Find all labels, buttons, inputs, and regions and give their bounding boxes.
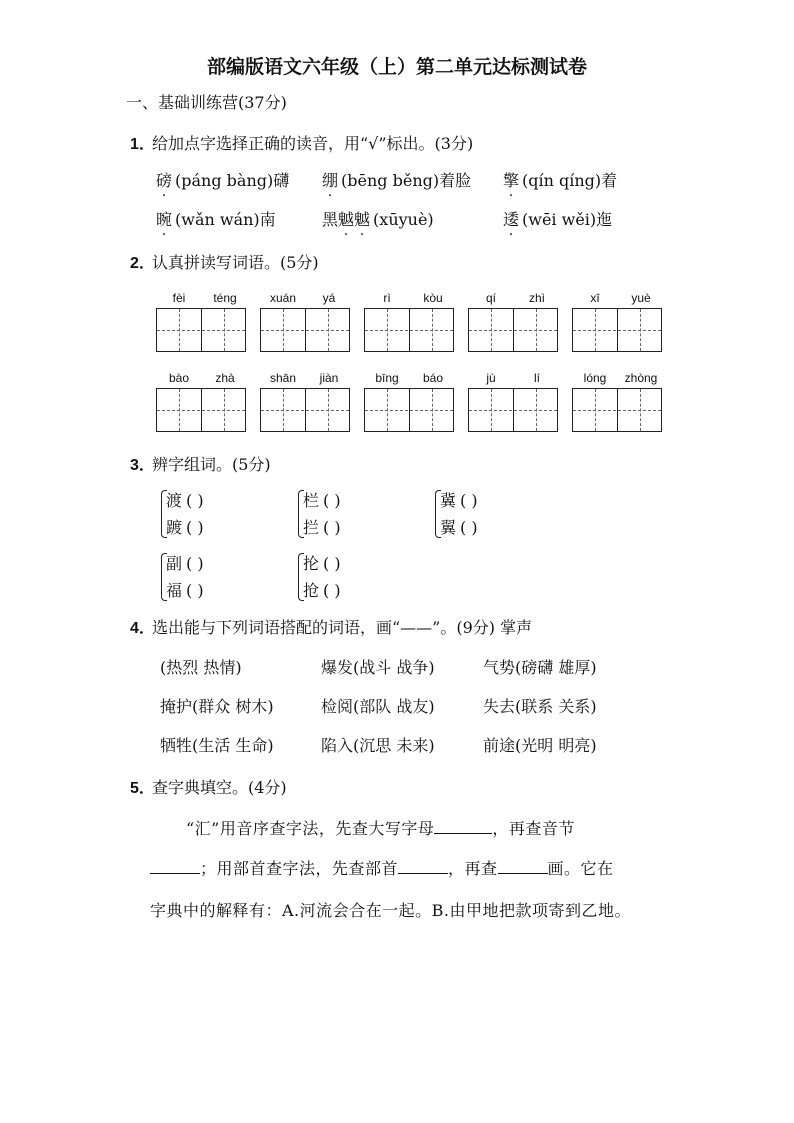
reading-item — [156, 168, 289, 191]
word-pair-row — [303, 515, 341, 538]
pronunciation-options[interactable]: (xūyuè) — [373, 210, 434, 229]
question-number: 3． — [130, 457, 155, 474]
grid-guide — [261, 410, 349, 411]
answer-blank[interactable] — [498, 859, 548, 874]
answer-paren[interactable]: ( ) — [460, 518, 478, 537]
pinyin-label: bīng — [375, 371, 399, 385]
q5-text: “汇”用音序查字法，先查大写字母 — [186, 819, 435, 838]
pronunciation-options[interactable]: (bēng běng) — [341, 171, 440, 190]
target-word — [503, 171, 519, 190]
target-character: 栏 — [303, 491, 320, 510]
character: 逶 — [503, 210, 520, 229]
word-suffix: 着脸 — [439, 171, 472, 190]
grid-guide — [573, 410, 661, 411]
word-pair-row — [303, 488, 341, 511]
writing-grid[interactable] — [468, 388, 558, 432]
question-text: 选出能与下列词语搭配的词语，画“——”。(9分) 掌声 — [152, 618, 533, 637]
section-heading: 一、基础训练营(37分) — [126, 93, 287, 112]
question-2 — [130, 250, 319, 273]
grid-guide — [573, 330, 661, 331]
question-text: 认真拼读写词语。(5分) — [152, 253, 319, 272]
pinyin-label: zhì — [528, 291, 545, 305]
pinyin-label: báo — [422, 371, 444, 385]
word-choice[interactable]: 检阅(部队 战友) — [321, 697, 435, 716]
character: 绷 — [322, 171, 339, 190]
reading-item — [322, 168, 471, 191]
question-number: 5． — [130, 780, 155, 797]
target-character: 抡 — [303, 554, 320, 573]
pronunciation-options[interactable]: (wēi wěi) — [522, 210, 597, 229]
question-number: 4． — [130, 620, 155, 637]
word-pair-row — [440, 515, 478, 538]
question-1 — [130, 131, 473, 154]
word-choice[interactable]: (热烈 热情) — [160, 658, 242, 677]
word-pair-row — [303, 578, 341, 601]
word-choice[interactable]: 掩护(群众 树木) — [160, 697, 274, 716]
answer-blank[interactable] — [434, 819, 492, 834]
answer-paren[interactable]: ( ) — [186, 518, 204, 537]
pinyin-label: lí — [534, 371, 540, 385]
pinyin-label: téng — [213, 291, 237, 305]
answer-paren[interactable]: ( ) — [186, 491, 204, 510]
writing-grid[interactable] — [364, 388, 454, 432]
pinyin-label: zhà — [215, 371, 235, 385]
pronunciation-options[interactable]: (wǎn wán) — [175, 210, 260, 229]
target-character: 副 — [166, 554, 183, 573]
pinyin-label: lóng — [583, 371, 607, 385]
answer-paren[interactable]: ( ) — [186, 581, 204, 600]
reading-item — [503, 207, 612, 230]
writing-grid[interactable] — [572, 388, 662, 432]
q5-text: ，再查音节 — [492, 819, 575, 838]
character: 黑 — [322, 210, 339, 229]
question-text: 查字典填空。(4分) — [152, 778, 287, 797]
target-character: 踱 — [166, 518, 183, 537]
word-pair-row — [166, 515, 204, 538]
reading-item — [322, 207, 434, 230]
character: 魆 — [354, 210, 371, 229]
question-4 — [130, 615, 532, 638]
target-word — [322, 171, 338, 190]
word-choice[interactable]: 陷入(沉思 未来) — [321, 736, 435, 755]
target-character: 拦 — [303, 518, 320, 537]
word-pair-row — [166, 551, 204, 574]
target-character: 福 — [166, 581, 183, 600]
character: 擎 — [503, 171, 520, 190]
answer-paren[interactable]: ( ) — [323, 491, 341, 510]
word-pair-row — [166, 488, 204, 511]
q5-line-3: 字典中的解释有：A.河流会合在一起。B.由甲地把款项寄到乙地。 — [150, 901, 631, 920]
pinyin-label: rì — [383, 291, 391, 305]
word-choice[interactable]: 失去(联系 关系) — [483, 697, 597, 716]
grid-guide — [157, 410, 245, 411]
writing-grid[interactable] — [364, 308, 454, 352]
target-character: 抢 — [303, 581, 320, 600]
answer-blank[interactable] — [150, 859, 200, 874]
question-5 — [130, 775, 287, 798]
target-word — [156, 210, 172, 229]
answer-paren[interactable]: ( ) — [186, 554, 204, 573]
pinyin-label: jù — [486, 371, 496, 385]
pronunciation-options[interactable]: (qín qíng) — [522, 171, 602, 190]
pinyin-label: shān — [269, 371, 297, 385]
grid-guide — [469, 330, 557, 331]
grid-guide — [157, 330, 245, 331]
q5-line-1 — [186, 816, 575, 839]
question-3 — [130, 452, 271, 475]
pinyin-label: fèi — [172, 291, 186, 305]
character: 魆 — [338, 210, 355, 229]
pronunciation-options[interactable]: (páng bàng) — [175, 171, 274, 190]
word-suffix: 南 — [259, 210, 276, 229]
grid-guide — [469, 410, 557, 411]
answer-blank[interactable] — [398, 859, 448, 874]
answer-paren[interactable]: ( ) — [323, 518, 341, 537]
pinyin-label: bào — [168, 371, 190, 385]
writing-grid[interactable] — [572, 308, 662, 352]
writing-grid[interactable] — [468, 308, 558, 352]
question-number: 1． — [130, 136, 155, 153]
reading-item — [503, 168, 617, 191]
target-character: 渡 — [166, 491, 183, 510]
target-character: 翼 — [440, 518, 457, 537]
grid-guide — [365, 410, 453, 411]
question-text: 辨字组词。(5分) — [152, 455, 271, 474]
character: 磅 — [156, 171, 173, 190]
q5-text: ，再查 — [448, 859, 498, 878]
pinyin-label: xī — [590, 291, 600, 305]
question-number: 2． — [130, 255, 155, 272]
word-choice[interactable]: 前途(光明 明亮) — [483, 736, 597, 755]
q5-line-2 — [150, 856, 614, 879]
target-character: 冀 — [440, 491, 457, 510]
grid-guide — [365, 330, 453, 331]
q5-text: ；用部首查字法，先查部首 — [200, 859, 399, 878]
target-word — [322, 210, 370, 229]
word-suffix: 礴 — [273, 171, 290, 190]
word-choice[interactable]: 牺牲(生活 生命) — [160, 736, 274, 755]
writing-grid[interactable] — [156, 388, 246, 432]
answer-paren[interactable]: ( ) — [460, 491, 478, 510]
writing-grid[interactable] — [156, 308, 246, 352]
character: 晼 — [156, 210, 173, 229]
pinyin-label: qí — [485, 291, 496, 305]
reading-item — [156, 207, 276, 230]
word-pair-row — [303, 551, 341, 574]
target-word — [156, 171, 172, 190]
q5-text: 画。它在 — [547, 859, 614, 878]
pinyin-label: kòu — [423, 291, 443, 305]
pinyin-label: yá — [322, 291, 336, 305]
answer-paren[interactable]: ( ) — [323, 554, 341, 573]
word-choice[interactable]: 气势(磅礴 雄厚) — [483, 658, 597, 677]
pinyin-label: xuán — [269, 291, 297, 305]
word-choice[interactable]: 爆发(战斗 战争) — [321, 658, 435, 677]
answer-paren[interactable]: ( ) — [323, 581, 341, 600]
word-pair-row — [166, 578, 204, 601]
page-title: 部编版语文六年级（上）第二单元达标测试卷 — [206, 56, 587, 78]
pinyin-label: yuè — [631, 291, 651, 305]
question-text: 给加点字选择正确的读音，用“√”标出。(3分) — [152, 134, 474, 153]
target-word — [503, 210, 519, 229]
grid-guide — [261, 330, 349, 331]
word-pair-row — [440, 488, 478, 511]
writing-grid[interactable] — [260, 308, 350, 352]
word-suffix: 着 — [601, 171, 618, 190]
pinyin-label: zhòng — [624, 371, 658, 385]
writing-grid[interactable] — [260, 388, 350, 432]
pinyin-label: jiàn — [319, 371, 339, 385]
word-suffix: 迤 — [596, 210, 613, 229]
